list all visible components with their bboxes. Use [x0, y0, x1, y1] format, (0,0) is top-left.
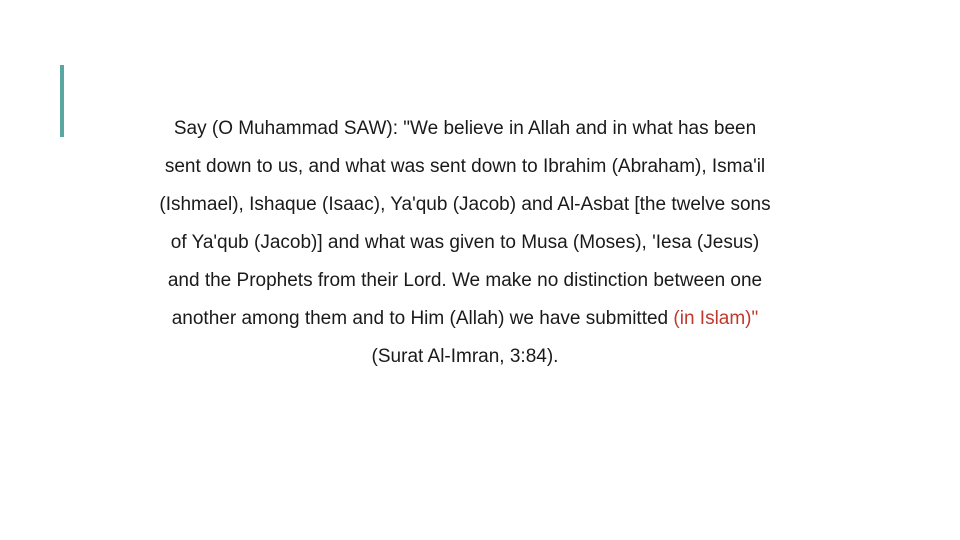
quote-line-2: sent down to us, and what was sent down to Ibrahim (Abraham), Isma'il — [164, 156, 766, 177]
quote-citation: (Surat Al-Imran, 3:84). — [371, 346, 559, 367]
quote-line-5: and the Prophets from their Lord. We make no distinction between one — [167, 270, 763, 291]
quote-line-6-text: another among them and to Him (Allah) we have submitted — [171, 308, 674, 329]
quote-line-6 — [90, 300, 840, 338]
quote-line-3: (Ishmael), Ishaque (Isaac), Ya'qub (Jacob) and Al-Asbat [the twelve sons — [159, 194, 771, 215]
accent-bar — [60, 65, 64, 137]
quote-line-4: of Ya'qub (Jacob)] and what was given to Musa (Moses), 'Iesa (Jesus) — [170, 232, 760, 253]
quote-line-1: Say (O Muhammad SAW): "We believe in Allah and in what has been — [173, 118, 757, 139]
quote-highlight: (in Islam)" — [673, 308, 759, 329]
quote-block — [90, 110, 840, 376]
